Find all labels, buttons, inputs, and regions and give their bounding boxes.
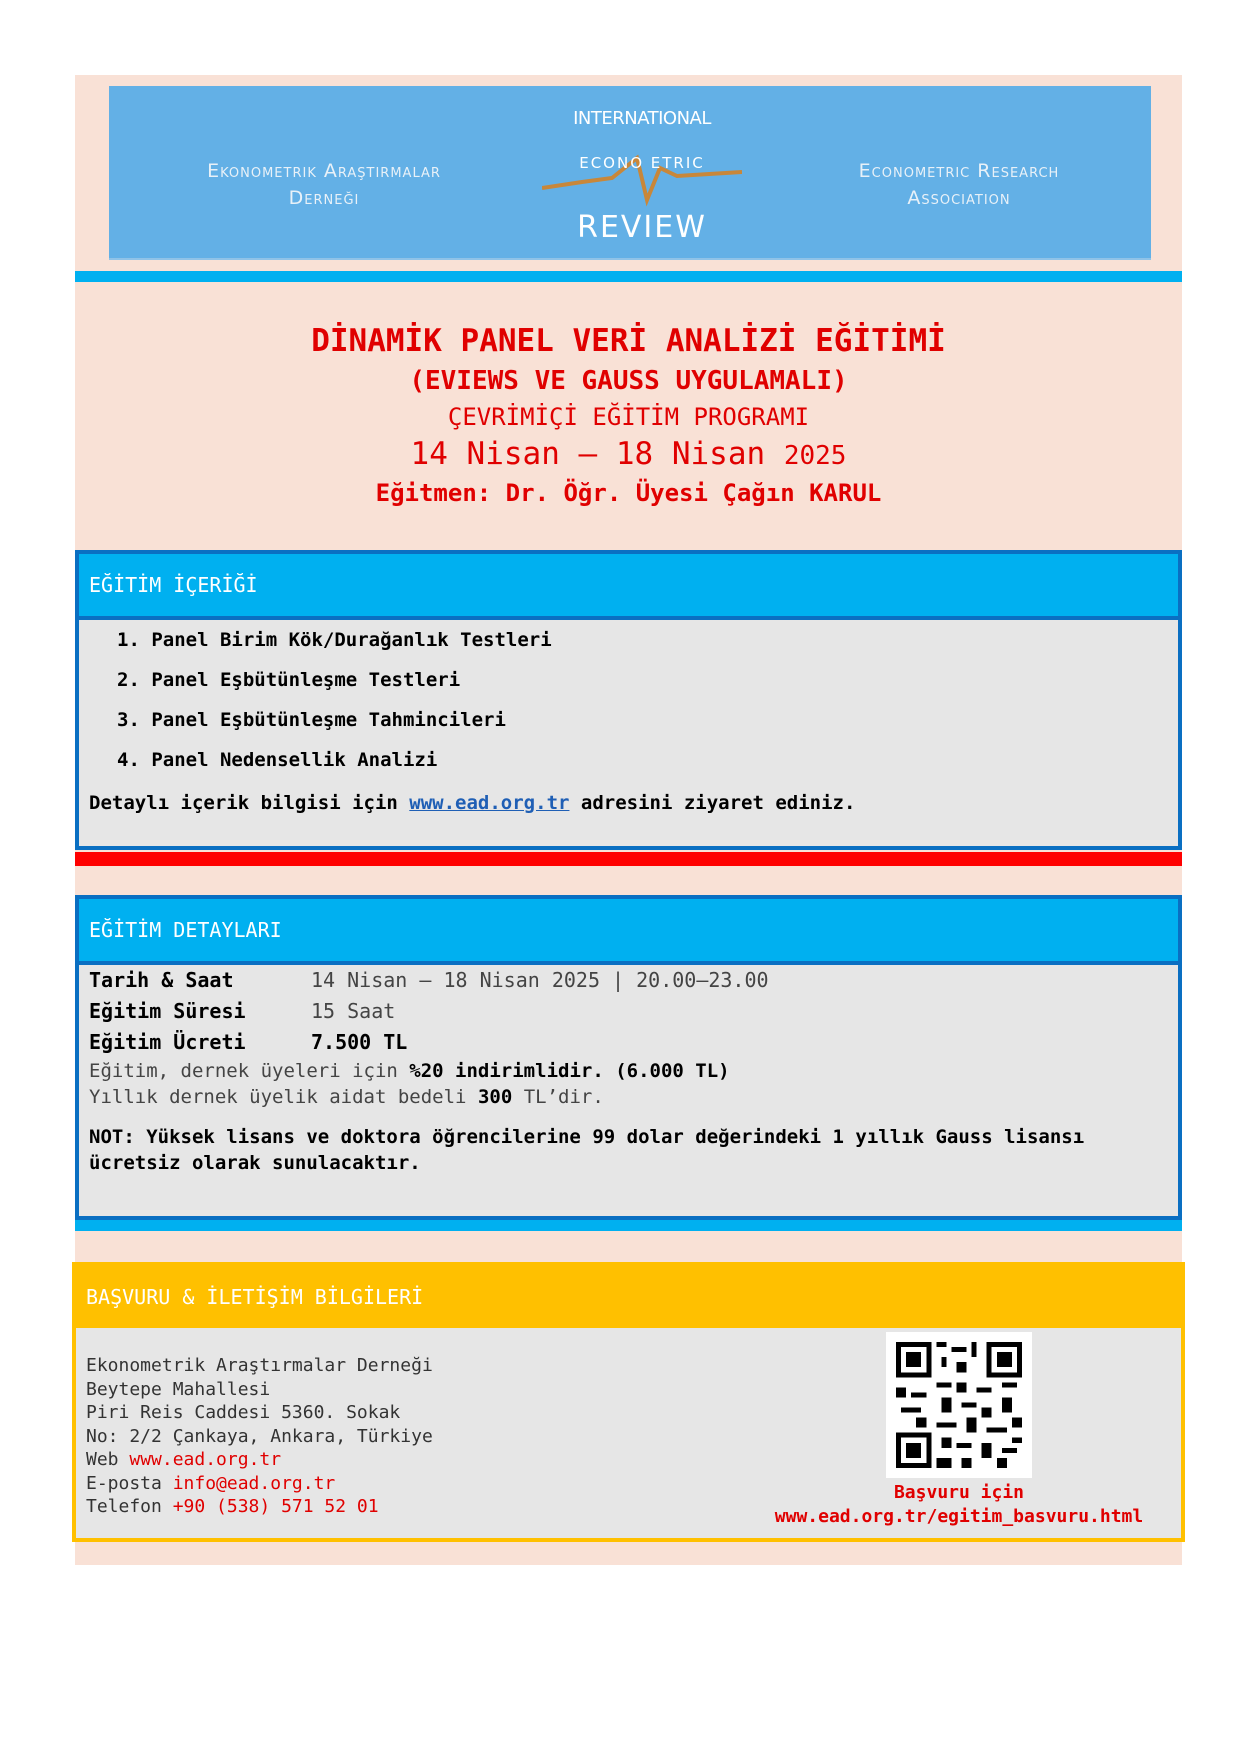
divider-bar-red [75, 852, 1182, 866]
header-banner [109, 86, 1151, 260]
list-item: 2. Panel Eşbütünleşme Testleri [117, 669, 461, 691]
phone-link[interactable]: +90 (538) 571 52 01 [172, 1496, 379, 1517]
contact-heading: BAŞVURU & İLETİŞİM BİLGİLERİ [76, 1266, 1181, 1328]
address-line: No: 2/2 Çankaya, Ankara, Türkiye [86, 1425, 433, 1447]
membership-line: Yıllık dernek üyelik aidat bedeli 300 TL’dir. [89, 1086, 604, 1108]
content-note: Detaylı içerik bilgisi için www.ead.org.tr adresini ziyaret ediniz. [89, 792, 856, 814]
list-item: 1. Panel Birim Kök/Durağanlık Testleri [117, 629, 552, 651]
list-item: 4. Panel Nedensellik Analizi [117, 749, 438, 771]
page-subtitle: (EVIEWS VE GAUSS UYGULAMALI) [409, 366, 848, 396]
association-name-english: Econometric Research Association [858, 160, 1060, 209]
details-note: NOT: Yüksek lisans ve doktora öğrencilerine 99 dolar değerindeki 1 yıllık Gauss lisansı ücretsiz olarak sunulacaktır. [89, 1126, 1085, 1174]
details-section [75, 895, 1182, 1220]
org-name: Ekonometrik Araştırmalar Derneği [86, 1355, 433, 1376]
web-line: Web www.ead.org.tr [86, 1449, 282, 1470]
content-list [89, 620, 1168, 780]
divider-bar [75, 1220, 1182, 1231]
discount-line: Eğitim, dernek üyeleri için %20 indirimlidir. (6.000 TL) [89, 1060, 730, 1082]
logo-middle-text: ECONO ETRIC [579, 154, 705, 172]
date-row: Tarih & Saat 14 Nisan – 18 Nisan 2025 | 20.00–23.00 [89, 968, 769, 992]
content-heading: EĞİTİM İÇERİĞİ [79, 554, 1178, 620]
qr-caption: Başvuru için www.ead.org.tr/egitim_basvuru.html [726, 1481, 1192, 1529]
program-type: ÇEVRİMİÇİ EĞİTİM PROGRAMI [447, 403, 810, 431]
program-dates: 14 Nisan – 18 Nisan 2025 [410, 436, 847, 472]
web-link[interactable]: www.ead.org.tr [129, 1449, 282, 1470]
page-title: DİNAMİK PANEL VERİ ANALİZİ EĞİTİMİ [311, 323, 946, 359]
application-link[interactable]: www.ead.org.tr/egitim_basvuru.html [774, 1506, 1144, 1527]
divider-bar [75, 271, 1182, 282]
list-item: 3. Panel Eşbütünleşme Tahmincileri [117, 709, 506, 731]
details-heading: EĞİTİM DETAYLARI [79, 899, 1178, 965]
qr-code-icon[interactable] [886, 1332, 1032, 1478]
trainer-name: Eğitmen: Dr. Öğr. Üyesi Çağın KARUL [375, 479, 882, 507]
email-link[interactable]: info@ead.org.tr [172, 1472, 336, 1494]
duration-row: Eğitim Süresi 15 Saat [89, 999, 396, 1023]
address-line: Beytepe Mahallesi [86, 1378, 271, 1400]
association-name-turkish: Ekonometrik Araştırmalar Derneği [207, 160, 441, 209]
website-link[interactable]: www.ead.org.tr [409, 792, 570, 814]
content-section [75, 550, 1182, 850]
email-line: E-posta info@ead.org.tr [86, 1472, 336, 1494]
logo-bottom-text: REVIEW [577, 210, 707, 245]
address-block [86, 1354, 433, 1519]
journal-logo [542, 108, 742, 248]
logo-top-text: INTERNATIONAL [573, 108, 711, 129]
contact-section [72, 1262, 1185, 1542]
fee-row: Eğitim Ücreti 7.500 TL [89, 1030, 408, 1054]
address-line: Piri Reis Caddesi 5360. Sokak [86, 1402, 401, 1423]
title-block [75, 320, 1182, 510]
phone-line: Telefon +90 (538) 571 52 01 [86, 1496, 379, 1517]
